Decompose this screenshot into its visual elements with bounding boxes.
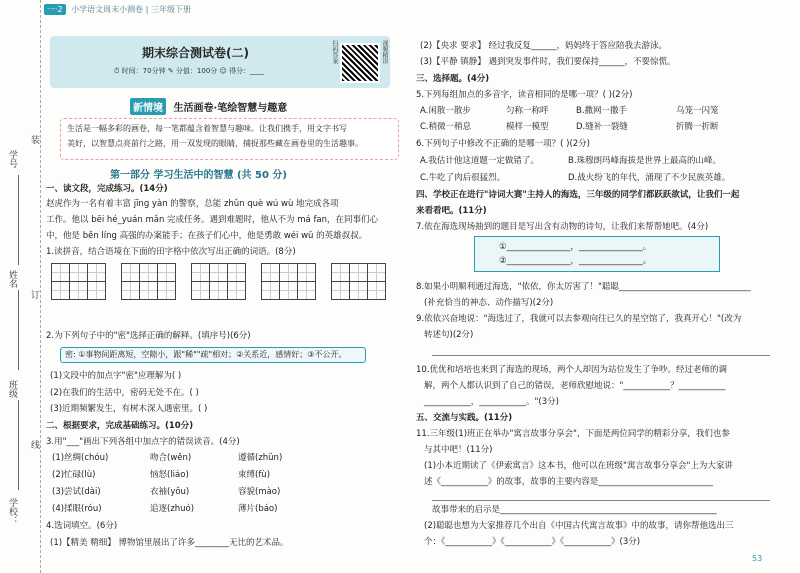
header-tag: 一·2 — [44, 4, 66, 15]
option: A.闲散一散步 — [420, 106, 471, 116]
passage-line: 赵虎作为一名有着丰富 jīng yàn 的警察，总能 zhǔn què wú wù 地完成各项 — [46, 199, 339, 209]
question-4c: (3)【平静 镇静】 遇到突发事件时，我们要保持______，不要惊慌。 — [420, 57, 676, 67]
qr-code-icon[interactable] — [340, 43, 380, 83]
name-line — [18, 290, 19, 370]
question-2c: (3)近期频繁发生，有树木深入遇密里。( ) — [50, 404, 208, 414]
answer-rule[interactable] — [432, 355, 770, 356]
intro-box — [60, 118, 399, 160]
cut-mark-2: 订 — [29, 290, 39, 299]
question-11-1-lesson: 故事带来的启示是___________________________________________________ — [432, 505, 717, 515]
option: 匀称一称呼 — [506, 106, 549, 116]
answer-line[interactable]: ①_______________，_______________。 — [499, 242, 652, 252]
binding-margin — [0, 0, 41, 573]
part-heading: 第一部分 学习生活中的智慧 (共 50 分) — [110, 170, 287, 181]
pinyin-item: 恼怒(liáo) — [150, 470, 189, 480]
name-label: 姓名 — [7, 270, 17, 288]
writing-grid[interactable] — [122, 264, 176, 300]
option: D.缝补一裂缝 — [576, 122, 628, 132]
pinyin-item: 薄片(báo) — [238, 504, 278, 514]
answer-frame[interactable] — [474, 236, 720, 272]
intro-line: 生活是一幅多彩的画卷，每一笔都蕴含着智慧与趣味。让我们携手，用文字书写 — [67, 124, 347, 133]
cut-mark-1: 装 — [29, 135, 39, 144]
question-11-cont: 与其中吧！(11分) — [424, 445, 493, 455]
page-title: 期末综合测试卷(二) — [142, 46, 249, 60]
question-10: 10.优优和培培也来到了海选的现场，两个人却因为站位发生了争吵。经过老师的调 — [416, 365, 728, 375]
writing-grid[interactable] — [262, 264, 316, 300]
question-1: 1.读拼音，结合语境在下面的田字格中依次写出正确的词语。(8分) — [46, 247, 296, 257]
section-4-heading-cont: 来看看吧。(11分) — [416, 206, 487, 216]
student-id-label: 学号 — [7, 150, 17, 168]
question-4b: (2)【央求 要求】 经过我反复______，妈妈终于答应陪我去游泳。 — [420, 41, 667, 51]
page-header — [44, 4, 191, 15]
intro-line: 美好，以智慧点亮前行之路，用一双发现的眼睛，捕捉那些藏在画卷里的生活趣事。 — [67, 139, 363, 148]
header-text: 小学语文周末小测卷 | 三年级下册 — [71, 5, 191, 14]
question-4a: (1)【精美 精细】 博物馆里展出了许多________无比的艺术品。 — [50, 538, 289, 548]
writing-grid[interactable] — [52, 264, 106, 300]
pinyin-item: (2)忙碌(lù) — [52, 470, 96, 480]
pinyin-item: 遵循(zhǔn) — [238, 453, 283, 463]
question-11-1-cont: 述《___________》的故事，故事的主要内容是___________________________ — [424, 477, 714, 487]
passage-line: 中，他是 běn líng 高强的办案能手；在孩子们心中，他是勇敢 wéi wǔ 的英雄叔叔。 — [46, 231, 368, 241]
section-5-heading: 五、交流与实践。(11分) — [416, 413, 513, 423]
exam-meta: ⏱ 时间：70分钟 ✎ 分值：100分 ☺ 得分：____ — [114, 67, 265, 75]
question-9-note: 转述句)(2分) — [424, 330, 474, 340]
question-2b: (2)在我们的生活中，密码无处不在。( ) — [50, 388, 199, 398]
qr-right-label: 视频精讲 — [381, 40, 388, 64]
theme-text: 生活画卷·笔绘智慧与趣意 — [173, 103, 288, 114]
writing-grid[interactable] — [192, 264, 246, 300]
question-11-2-cont: 个：《___________》《___________》《___________》(3分) — [424, 537, 641, 547]
option: B.撒网一撒手 — [576, 106, 628, 116]
option: 模样一模型 — [506, 122, 549, 132]
option: 乌笼一闪笼 — [676, 106, 719, 116]
question-2: 2.为下列句子中的"密"选择正确的解释。(填序号)(6分) — [46, 331, 251, 341]
qr-left-label: 扫码答案 — [331, 40, 338, 64]
pinyin-item: 吻合(wěn) — [150, 453, 192, 463]
answer-line[interactable]: ②_______________，_______________。 — [499, 256, 652, 266]
cut-mark-3: 线 — [29, 440, 39, 449]
question-10-cont: 解，两个人都认识到了自己的错误，老师欣慰地说："___________？___________ — [424, 381, 726, 391]
title-banner — [50, 36, 390, 88]
section-4-heading: 四、学校正在进行"诗词大赛"主持人的海选，三年级的同学们都跃跃欲试，让我们一起 — [416, 190, 740, 200]
pinyin-item: (1)丝绸(chóu) — [52, 453, 109, 463]
answer-rule[interactable] — [432, 500, 770, 501]
option: 折腾一折断 — [676, 122, 719, 132]
pinyin-item: 衣袖(yǒu) — [150, 487, 190, 497]
school-label: 学校： — [7, 498, 17, 525]
question-10-cont: ___________，___________。"(3分) — [424, 397, 559, 407]
pinyin-item: 容貌(mào) — [238, 487, 281, 497]
question-6: 6.下列句子中修改不正确的是哪一项？( )(2分) — [416, 139, 590, 149]
class-line — [18, 400, 19, 490]
page-number: 53 — [752, 554, 763, 563]
passage-line: 工作。他以 bēi hé_yuán mǎn 完成任务。遇到难题时，他从不为 má fan，在同事们心 — [46, 215, 379, 225]
question-5: 5.下列每组加点的多音字，读音相同的是哪一项？( )(2分) — [416, 90, 633, 100]
question-9: 9.依依兴奋地说："海选过了，我就可以去参观向往已久的星空馆了，我真开心！"(改为 — [416, 314, 742, 324]
option: D.战火纷飞的年代，涌现了不少民族英雄。 — [568, 173, 731, 183]
question-11-2: (2)聪聪也想为大家推荐几个出自《中国古代寓言故事》中的故事，请你帮他选出三 — [424, 521, 734, 531]
option: B.珠穆朗玛峰海拔是世界上最高的山峰。 — [568, 156, 722, 166]
definition-box: 密: ①事物间距离短，空隙小，跟"稀""疏"相对；②关系近，感情好；③不公开。 — [60, 347, 366, 363]
section-2-heading: 二、根据要求，完成基础练习。(10分) — [46, 421, 194, 431]
pinyin-item: 追逐(zhuó) — [150, 504, 195, 514]
class-label: 班级 — [7, 380, 17, 398]
question-11-1: (1)小本近期读了《伊索寓言》这本书，他可以在班级"寓言故事分享会"上为大家讲 — [424, 461, 733, 471]
question-11: 11.三年级(1)班正在举办"寓言故事分享会"，下面是两位同学的精彩分享，我们也参 — [416, 429, 730, 439]
question-8: 8.如果小明顺利通过海选，"依依，你太厉害了！"聪聪_______________________________ — [416, 282, 751, 292]
pinyin-item: (4)揉眼(róu) — [52, 504, 102, 514]
option: A.我估计他这道题一定做错了。 — [420, 156, 539, 166]
question-4: 4.选词填空。(6分) — [46, 521, 118, 531]
question-7: 7.依在海选现场抽到的题目是写出含有动物的诗句，让我们来帮帮她吧。(4分) — [416, 222, 709, 232]
question-3: 3.用"___"画出下列各组中加点字的错误读音。(4分) — [46, 437, 240, 447]
option: C.牛吃了肉后很猛烈。 — [420, 173, 506, 183]
section-3-heading: 三、选择题。(4分) — [416, 74, 490, 84]
question-2a: (1)文段中的加点字"密"应理解为( ) — [50, 371, 182, 381]
question-8-note: (补充恰当的神态、动作描写)(2分) — [424, 298, 554, 308]
option: C.稍微一稍息 — [420, 122, 472, 132]
pinyin-item: 束缚(fù) — [238, 470, 271, 480]
theme-pill: 新情境 — [130, 98, 166, 115]
section-1-heading: 一、读文段，完成练习。(14分) — [46, 184, 168, 194]
pinyin-item: (3)尝试(dài) — [52, 487, 101, 497]
id-line — [18, 175, 19, 265]
theme-heading — [130, 98, 287, 115]
writing-grid[interactable] — [332, 264, 386, 300]
